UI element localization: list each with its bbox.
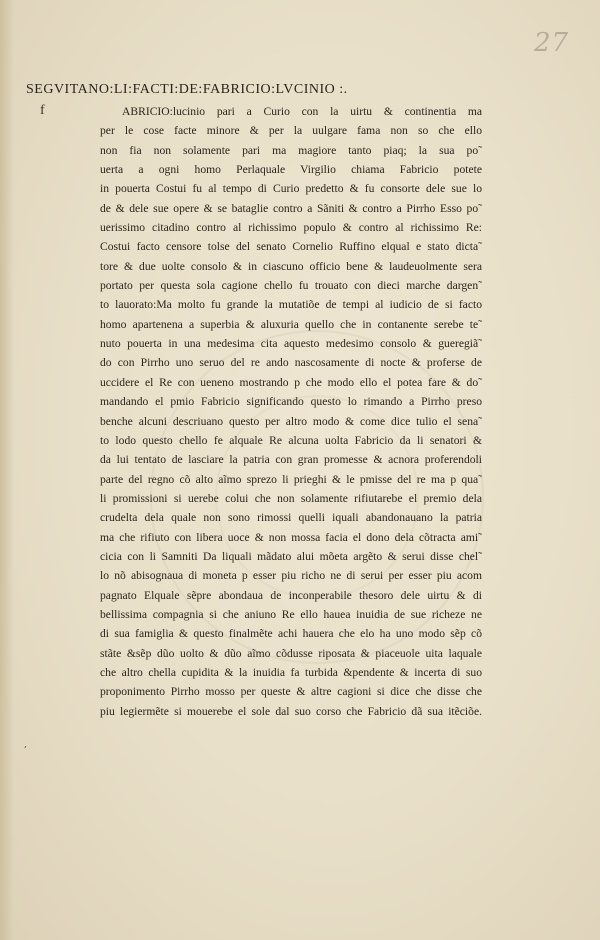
text-line: di sua famiglia & questo finalmẽte achi hauera che elo ha uno modo sẽp cõ [100, 627, 482, 641]
text-line: uccidere el Re con ueneno mostrando p che modo ello el potea fare & do˜ [100, 375, 482, 389]
text-line: to lauorato:Ma molto fu grande la mutatiõe de tempi al iudicio de si facto [100, 298, 482, 312]
text-line: Costui facto censore tolse del senato Cornelio Ruffino elqual e stato dicta˜ [100, 240, 482, 254]
margin-marks: , [24, 740, 27, 750]
text-line: cicia con li Samniti Da liquali mãdato alui mõeta argẽto & serui disse chel˜ [100, 549, 482, 563]
text-line: mandando el pmio Fabricio significando questo lo rimando a Pirrho preso [100, 395, 482, 409]
text-line: nuto pouerta in una medesima cita aquesto medesimo consolo & gueregiã˜ [100, 337, 482, 351]
text-line: pagnato Elquale sẽpre abondaua de inconperabile thesoro dele uirtu & di [100, 588, 482, 602]
body-text-block [100, 102, 482, 721]
page-edge-shadow [0, 0, 14, 940]
text-line: lo nõ abisognaua di moneta p esser piu richo ne di serui per esser piu acom [100, 569, 482, 583]
text-line: che altro chella cupidita & la inuidia fa turbida &pendente & incerta di suo [100, 665, 482, 679]
text-line: uerta a ogni homo Perlaquale Virgilio chiama Fabricio potete [100, 163, 482, 177]
text-line: to lodo questo chello fe alquale Re alcuna uolta Fabricio da li senatori & [100, 433, 482, 447]
text-line: per le cose facte minore & per la uulgare fama non so che ello [100, 124, 482, 138]
chapter-heading: SEGVITANO:LI:FACTI:DE:FABRICIO:LVCINIO :. [26, 82, 348, 97]
text-line: do con Pirrho uno seruo del re ando nascosamente di nocte & proferse de [100, 356, 482, 370]
text-line: bellissima compagnia si che aniuno Re ello hauea inuidia de sue richeze ne [100, 607, 482, 621]
text-line: ABRICIO:lucinio pari a Curio con la uirtu & continentia ma [122, 105, 482, 118]
text-line: tore & due uolte consolo & in ciascuno officio bene & laudeuolmente sera [100, 259, 482, 273]
folio-number: 27 [534, 28, 570, 58]
text-line: stãte &sẽp dũo uolto & dũo aĩmo cõdusse riposata & piaceuole uita laquale [100, 646, 482, 660]
text-line: de & dele sue opere & se bataglie contro a Sãniti & contro a Pirrho Esso po˜ [100, 201, 482, 215]
text-line: crudelta dela quale non sono rimossi quelli iquali abandonauano la patria [100, 511, 482, 525]
text-line: homo apartenena a superbia & aluxuria quello che in contanente serebe te˜ [100, 317, 482, 331]
text-line: da lui tentato de lasciare la patria con gran promesse & acnora proferendoli [100, 453, 482, 467]
text-line: li promissioni si uerebe colui che non solamente rifiutarebe el premio dela [100, 491, 482, 505]
text-line: in pouerta Costui fu al tempo di Curio predetto & fu consorte dele sue lo [100, 182, 482, 196]
text-line: portato per questa sola cagione chello fu trouato con dieci marche dargen˜ [100, 279, 482, 293]
text-line: ma che rifiuto con libera uoce & non mossa facia el dono dela cõtracta ami˜ [100, 530, 482, 544]
text-line: uerissimo citadino contro al richissimo populo & contro al richissimo Re: [100, 221, 482, 235]
initial-guide-letter: f [40, 103, 45, 118]
text-line: non fia non solamente pari ma magiore tanto piaq; la sua po˜ [100, 143, 482, 157]
text-line: parte del regno cõ alto aĩmo sprezo li prieghi & le pmisse del re ma p qua˜ [100, 472, 482, 486]
text-line: piu legiermẽte si mouerebe el sole dal suo corso che Fabricio dã sua itẽciõe. [100, 704, 482, 718]
text-line: benche alcuni descriuano questo per altro modo & come dice tulio el sena˜ [100, 414, 482, 428]
text-line: proponimento Pirrho mosso per queste & altre cagioni si dice che disse che [100, 685, 482, 699]
